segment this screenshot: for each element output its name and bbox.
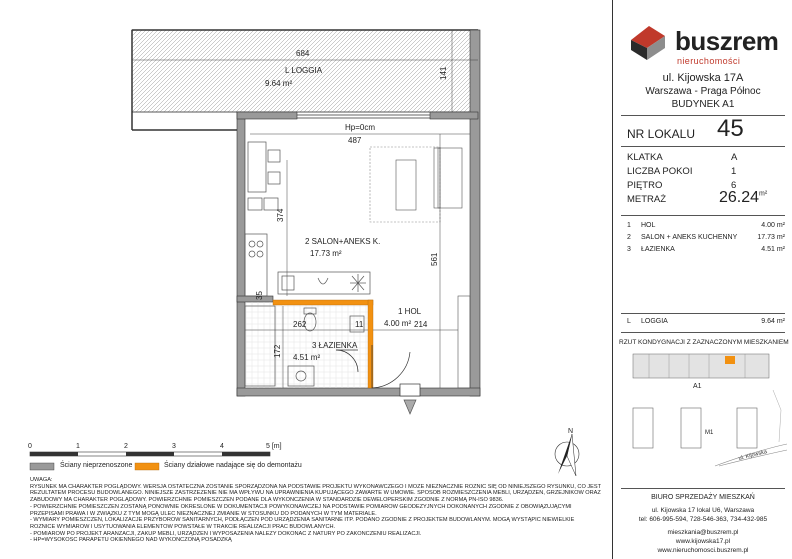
dining-set xyxy=(248,142,280,210)
dim-561: 561 xyxy=(430,252,439,266)
metraz-unit: m² xyxy=(759,190,768,198)
room-row: 2 SALON + ANEKS KUCHENNY 17.73 m² xyxy=(627,234,785,241)
scale-bar xyxy=(28,443,282,456)
note-line: - WYMIARY POMIESZCZEŃ, LOKALIZACJE PRZYBORÓW SANITARNYCH, PODŁĄCZEŃ POD URZĄDZENIA SANITARNE ITP. PODANO ZGODNIE Z PROJEKTEM BUDOWLANYM. MOGĄ WYSTĄPIĆ NIEWIELKIE xyxy=(30,517,575,524)
office-address: ul. Kijowska 17 lokal U6, Warszawa xyxy=(651,507,755,514)
dim-214: 214 xyxy=(414,320,428,329)
site-street-label: ul. Kijowska xyxy=(738,449,768,462)
room-row: 3 ŁAZIENKA 4.51 m² xyxy=(627,246,785,253)
office-email[interactable]: mieszkania@buszrem.pl xyxy=(667,529,739,536)
site-label-a1: A1 xyxy=(693,383,702,390)
north-arrow xyxy=(555,428,579,476)
scale-tick-0: 0 xyxy=(28,443,32,450)
pokoje-label: LICZBA POKOI xyxy=(627,166,693,177)
note-line: REZULTATEM PROCESU BUDOWLANEGO. NINIEJSZE ZASTRZEŻENIE NIE MA WPŁYWU NA UPRAWNIENIA KUPUJĄCEGO ZAWARTE W UMOWIE. SPOSÓB ROZMIESZCZENIA MEBLI, URZĄDZEŃ, GRZEJNIKÓW ORAZ xyxy=(30,490,601,497)
notes xyxy=(30,477,606,544)
legend-swatch-removable xyxy=(135,463,159,470)
loggia-label: L LOGGIA xyxy=(285,66,323,75)
dim-35: 35 xyxy=(255,291,264,300)
room1-label: 1 HOL xyxy=(398,307,422,316)
dim-11: 11 xyxy=(355,320,364,329)
brand-sub: nieruchomości xyxy=(677,56,741,66)
room-row: 1 HOL 4.00 m² xyxy=(627,222,785,229)
note-line: ZABUDOWY MA CHARAKTER POGLĄDOWY. POWIERZCHNIE POMIESZCZEŃ PODANE DLA WYKOŃCZENIA W STANDARDZIE DEWELOPERSKIM ZGODNIE Z NORMĄ PN-ISO 9836. xyxy=(30,497,504,504)
klatka-label: KLATKA xyxy=(627,152,663,163)
klatka-value: A xyxy=(731,152,738,163)
room2-area: 17.73 m² xyxy=(310,249,342,258)
office-title: BIURO SPRZEDAŻY MIESZKAŃ xyxy=(651,494,755,501)
office-web2[interactable]: www.nieruchomosci.buszrem.pl xyxy=(657,547,749,554)
note-line: RÓŻNICE WYMIARÓW I USYTUOWANIA ELEMENTÓW POWSTAŁE W TRAKCIE REALIZACJI PRAC BUDOWLANYCH. xyxy=(30,523,336,530)
dim-374: 374 xyxy=(276,208,285,222)
north-label: N xyxy=(568,428,574,435)
legend-removable: Ściany działowe nadające się do demontażu xyxy=(164,462,302,469)
unit-number: 45 xyxy=(717,115,744,142)
notes-title: UWAGA: xyxy=(30,477,53,483)
office-web1[interactable]: www.kijowska17.pl xyxy=(675,538,731,545)
legend-swatch-bearing xyxy=(30,463,54,470)
pietro-label: PIĘTRO xyxy=(627,180,663,191)
address-building: BUDYNEK A1 xyxy=(671,99,735,110)
brand-logo xyxy=(627,18,787,66)
dim-172: 172 xyxy=(273,344,282,358)
scale-tick-5: 5 [m] xyxy=(266,443,282,450)
room3-label: 3 ŁAZIENKA xyxy=(312,341,358,350)
hp-label: Hp=0cm xyxy=(345,123,376,132)
metraz-value: $26.24^{m^2}$ xyxy=(719,189,768,206)
room1-area: 4.00 m² xyxy=(384,319,412,328)
note-line: PRZEPISAMI PRAWA I W ZWIĄZKU Z TYM MOGĄ ULEC NIEZNACZNEJ ZMIANIE W STOSUNKU DO PODANYCH W TYM MATERIALE. xyxy=(30,510,377,517)
room2-label: 2 SALON+ANEKS K. xyxy=(305,237,381,246)
dim-loggia-depth: 141 xyxy=(439,66,448,80)
dim-262: 262 xyxy=(293,320,307,329)
office-phones: tel: 606-995-594, 728-546-363, 734-432-985 xyxy=(638,516,768,523)
dim-487: 487 xyxy=(348,136,362,145)
scale-tick-3: 3 xyxy=(172,443,176,450)
site-label-m1: M1 xyxy=(705,430,714,436)
scale-tick-2: 2 xyxy=(124,443,128,450)
brand-name: buszrem xyxy=(675,26,779,56)
pokoje-value: 1 xyxy=(731,166,737,177)
loggia-area: 9.64 m² xyxy=(265,79,293,88)
info-panel xyxy=(612,0,792,559)
scale-tick-1: 1 xyxy=(76,443,80,450)
note-line: - POWIERZCHNIE POMIESZCZEŃ ZOSTANĄ PONOWNIE OKREŚLONE W DOKUMENTACJI POWYKONAWCZEJ NA PODSTAWIE POMIARÓW GEODEZYJNYCH DOKONANYCH ZGODNIE Z OBOWIĄZUJĄCYMI xyxy=(30,503,572,510)
scale-tick-4: 4 xyxy=(220,443,224,450)
site-plan-title: RZUT KONDYGNACJI Z ZAZNACZONYM MIESZKANIEM xyxy=(619,339,789,346)
site-plan xyxy=(619,350,789,468)
metraz-label: METRAŻ xyxy=(627,194,667,205)
address-street: ul. Kijowska 17A xyxy=(662,72,744,84)
legend-bearing: Ściany nieprzenoszone xyxy=(60,462,133,469)
living-set xyxy=(370,147,462,222)
note-line: - HP=WYSOKOŚĆ PARAPETU OKIENNEGO NAD WYKOŃCZONĄ POSADZKĄ xyxy=(30,537,232,544)
logo-mark-icon xyxy=(627,22,671,62)
unit-label: NR LOKALU xyxy=(627,127,696,141)
loggia-row: L LOGGIA 9.64 m² xyxy=(627,318,785,325)
note-line: RYSUNEK MA CHARAKTER POGLĄDOWY. WERSJA OSTATECZNA ZOSTANIE SPORZĄDZONA NA PODSTAWIE PROJEKTU WYKONAWCZEGO I MOŻE NIEZNACZNIE RÓŻNIĆ SIĘ OD NINIEJSZEGO RYSUNKU, CO JEST xyxy=(30,483,602,490)
address-district: Warszawa - Praga Północ xyxy=(645,86,761,97)
pietro-value: 6 xyxy=(731,180,737,191)
dim-loggia-width: 684 xyxy=(296,49,310,58)
room3-area: 4.51 m² xyxy=(293,353,321,362)
note-line: - POMIARÓW PO PROJEKT ARANŻACJI, ZAKUP MEBLI, URZĄDZEŃ I WYPOSAŻENIA NALEŻY DOKONAĆ Z NATURY PO ZAKOŃCZENIU REALIZACJI. xyxy=(30,530,422,537)
